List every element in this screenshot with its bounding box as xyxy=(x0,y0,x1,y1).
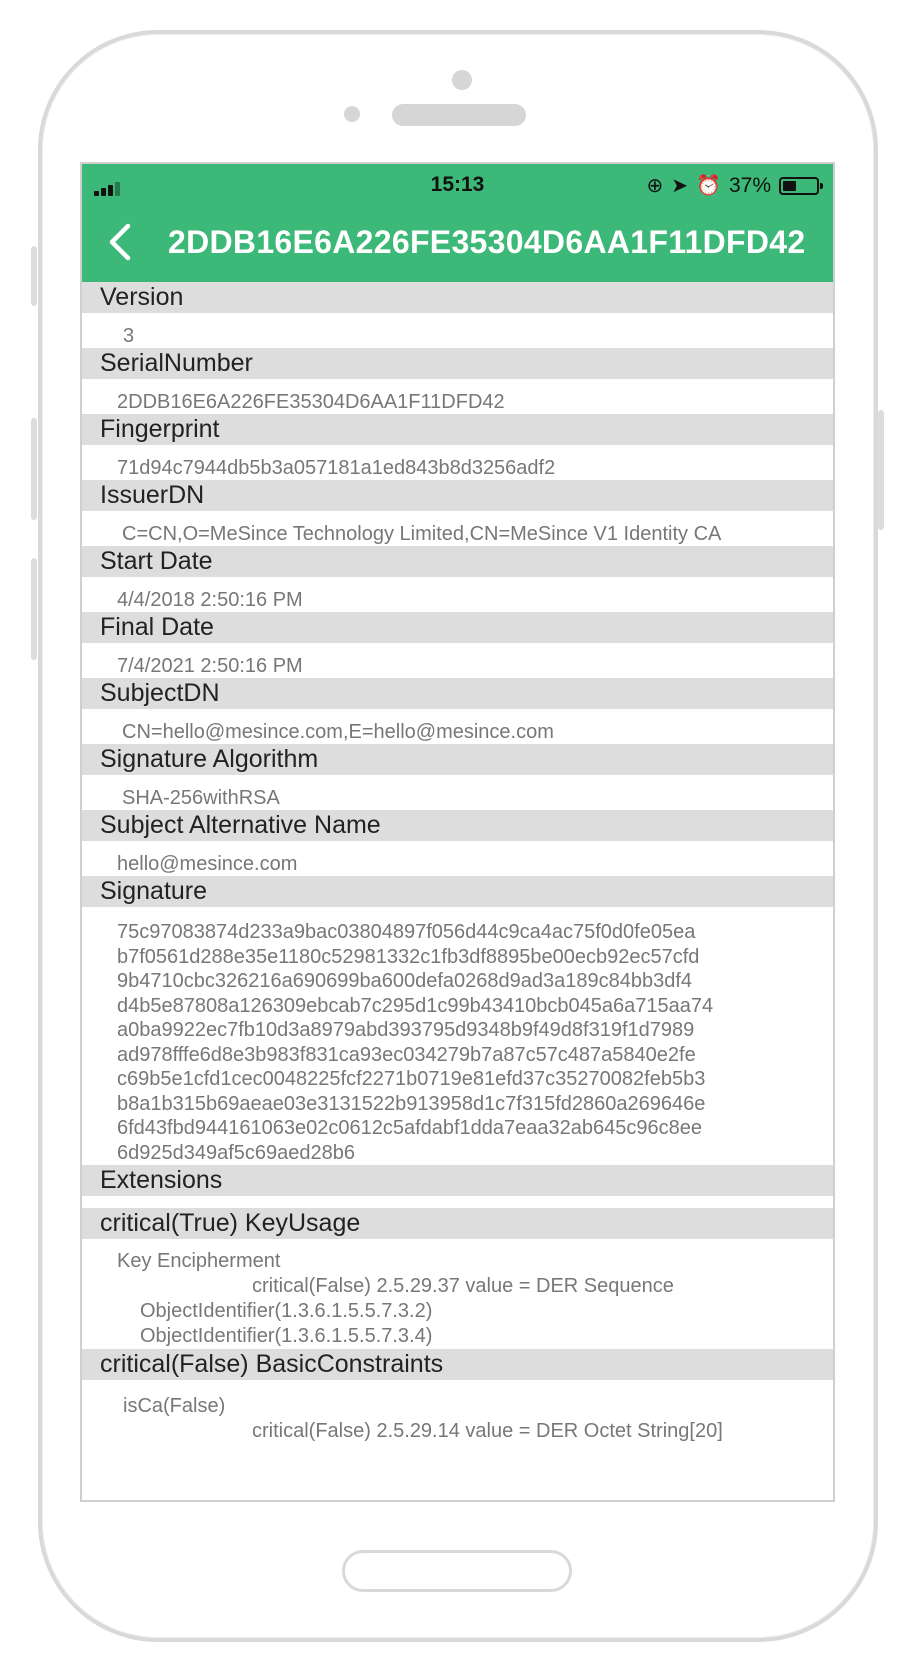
basic-constraints-line: isCa(False) xyxy=(123,1395,226,1417)
key-usage-line: ObjectIdentifier(1.3.6.1.5.5.7.3.4) xyxy=(140,1325,433,1347)
nav-title: 2DDB16E6A226FE35304D6AA1F11DFD42 xyxy=(168,224,806,260)
volume-up-button xyxy=(31,418,37,520)
final-date-value: 7/4/2021 2:50:16 PM xyxy=(117,655,303,677)
battery-icon xyxy=(779,177,819,195)
signature-line: 9b4710cbc326216a690699ba600defa0268d9ad3a189c84bb3df4 xyxy=(117,970,693,992)
key-usage-line: Key Encipherment xyxy=(117,1250,281,1272)
key-usage-value xyxy=(82,1239,833,1349)
home-button[interactable] xyxy=(342,1550,572,1592)
extensions-header: Extensions xyxy=(82,1165,833,1196)
basic-constraints-header: critical(False) BasicConstraints xyxy=(82,1349,833,1380)
alarm-icon: ⏰ xyxy=(696,175,721,197)
basic-constraints-value xyxy=(82,1380,833,1444)
start-date-header: Start Date xyxy=(82,546,833,577)
signature-line: c69b5e1cfd1cec0048225fcf2271b0719e81efd37c35270082feb5b3 xyxy=(117,1068,706,1090)
version-header: Version xyxy=(82,282,833,313)
signature-value xyxy=(82,907,772,1165)
rotation-lock-icon: ⊕ xyxy=(646,175,664,197)
subject-dn-value: CN=hello@mesince.com,E=hello@mesince.com xyxy=(122,721,554,743)
earpiece-speaker xyxy=(392,104,526,126)
signature-line: ad978fffe6d8e3b983f831ca93ec034279b7a87c57c487a5840e2fe xyxy=(117,1043,696,1066)
signature-line: b8a1b315b69aeae03e3131522b913958d1c7f315fd2860a269646e xyxy=(117,1092,706,1115)
subject-alt-name-header: Subject Alternative Name xyxy=(82,810,833,841)
key-usage-line: ObjectIdentifier(1.3.6.1.5.5.7.3.2) xyxy=(140,1300,433,1322)
signature-algorithm-header: Signature Algorithm xyxy=(82,744,833,775)
nav-bar xyxy=(82,204,833,282)
signature-line: 6fd43fbd944161063e02c0612c5afdabf1dda7eaa32ab645c96c8ee xyxy=(117,1117,703,1139)
version-value: 3 xyxy=(123,325,135,347)
status-time: 15:13 xyxy=(430,173,485,196)
subject-dn-header: SubjectDN xyxy=(82,678,833,709)
certificate-details xyxy=(82,282,833,1444)
screen xyxy=(80,162,835,1502)
proximity-sensor xyxy=(344,106,360,122)
basic-constraints-line: critical(False) 2.5.29.14 value = DER Octet String[20] xyxy=(252,1420,723,1442)
signature-algorithm-value: SHA-256withRSA xyxy=(122,787,280,809)
signature-line: 6d925d349af5c69aed28b6 xyxy=(117,1141,356,1164)
location-icon: ➤ xyxy=(671,175,689,197)
signature-line: d4b5e87808a126309ebcab7c295d1c99b43410bcb045a6a715aa74 xyxy=(117,994,714,1017)
issuer-dn-header: IssuerDN xyxy=(82,480,833,511)
key-usage-line: critical(False) 2.5.29.37 value = DER Sequence xyxy=(252,1275,674,1297)
signature-line: b7f0561d288e35e1180c52981332c1fb3df8895be00ecb92ec57cfd xyxy=(117,945,700,968)
volume-down-button xyxy=(31,558,37,660)
signature-line: a0ba9922ec7fb10d3a8979abd393795d9348b9f49d8f319f1d7989 xyxy=(117,1019,695,1041)
status-right xyxy=(639,173,819,198)
serial-number-value: 2DDB16E6A226FE35304D6AA1F11DFD42 xyxy=(117,391,505,413)
fingerprint-value: 71d94c7944db5b3a057181a1ed843b8d3256adf2 xyxy=(117,457,556,479)
serial-number-header: SerialNumber xyxy=(82,348,833,379)
fingerprint-header: Fingerprint xyxy=(82,414,833,445)
power-button xyxy=(878,410,884,530)
issuer-dn-value: C=CN,O=MeSince Technology Limited,CN=MeSince V1 Identity CA xyxy=(122,523,722,545)
battery-percent: 37% xyxy=(728,173,771,197)
status-bar xyxy=(82,164,833,204)
front-camera xyxy=(452,70,472,90)
start-date-value: 4/4/2018 2:50:16 PM xyxy=(117,589,303,611)
signature-header: Signature xyxy=(82,876,833,907)
final-date-header: Final Date xyxy=(82,612,833,643)
signature-line: 75c97083874d233a9bac03804897f056d44c9ca4ac75f0d0fe05ea xyxy=(117,921,696,943)
back-chevron-icon[interactable] xyxy=(102,222,142,262)
mute-switch xyxy=(31,246,37,306)
key-usage-header: critical(True) KeyUsage xyxy=(82,1208,833,1239)
subject-alt-name-value: hello@mesince.com xyxy=(117,853,298,875)
